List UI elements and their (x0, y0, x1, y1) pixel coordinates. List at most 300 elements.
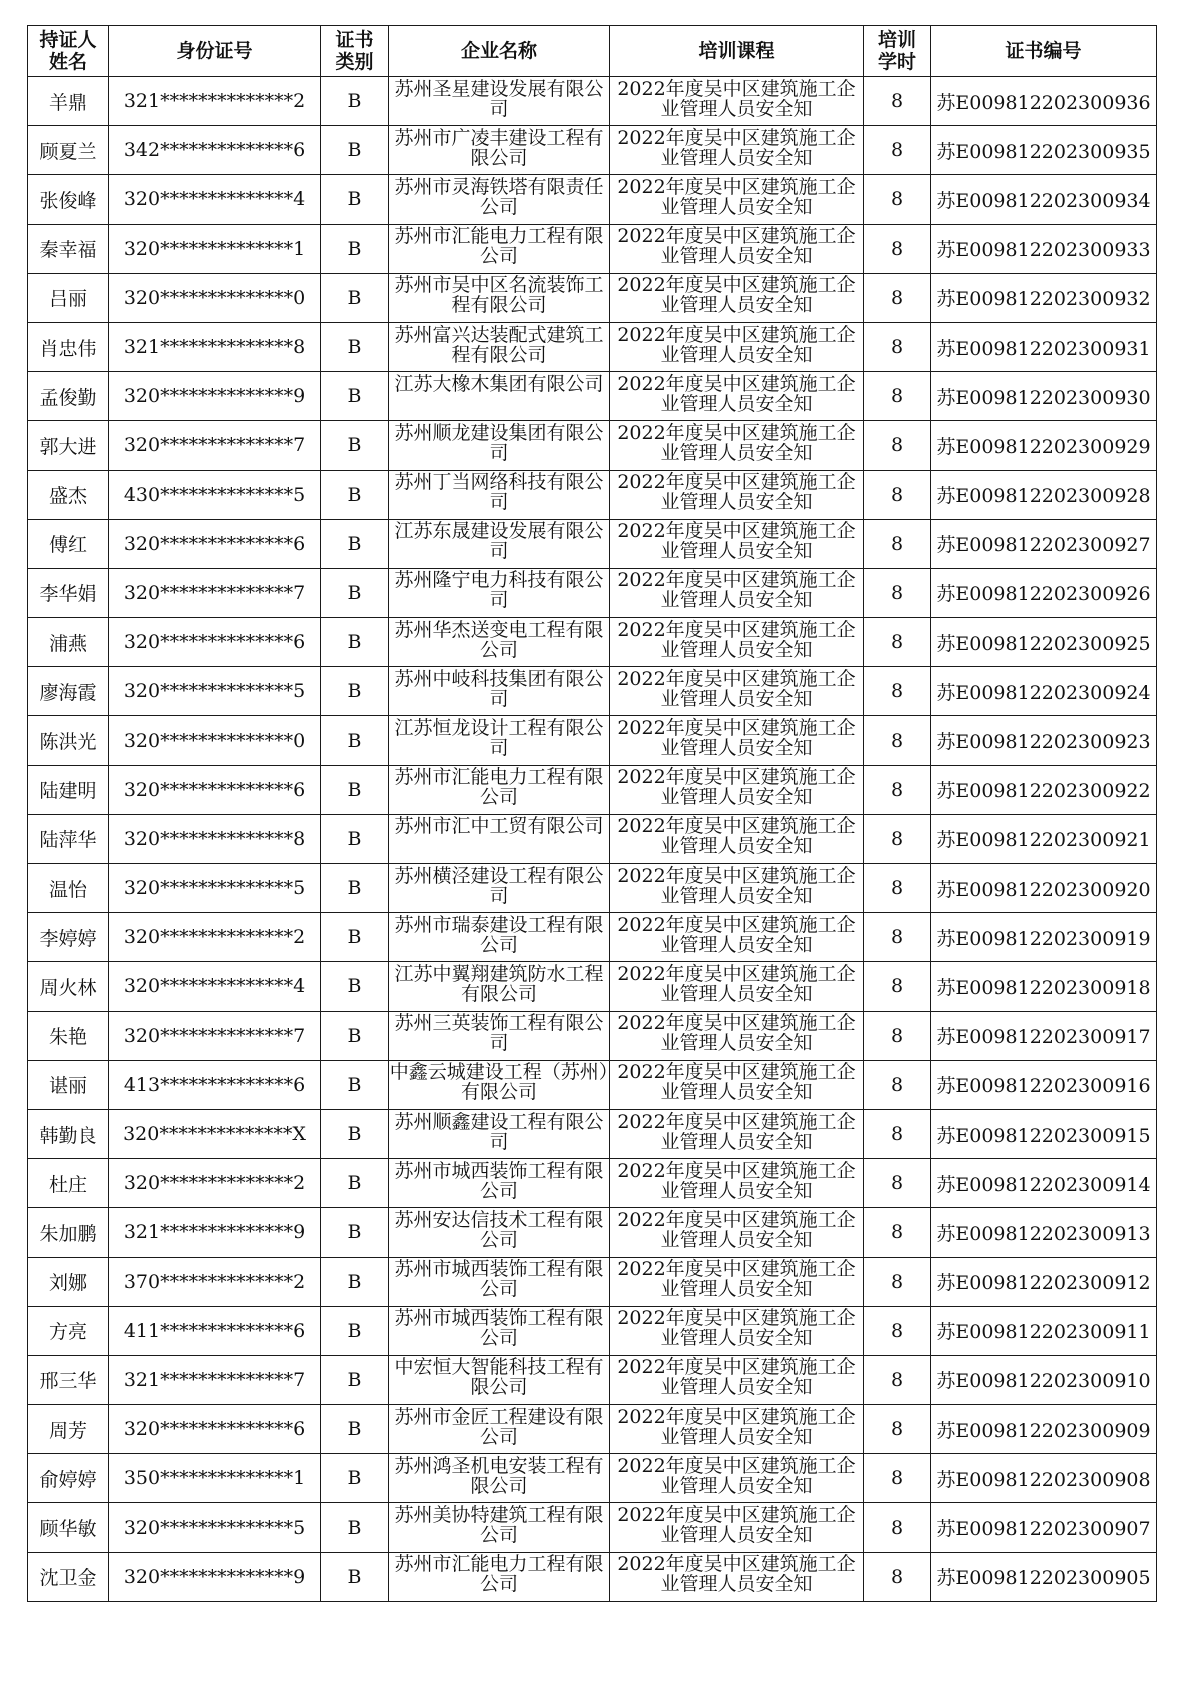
training-course-cell (610, 470, 864, 519)
cert-number-cell: 苏E009812202300933 (931, 224, 1157, 273)
id-number-cell: 320**************6 (109, 765, 321, 814)
training-hours-cell: 8 (864, 1060, 931, 1109)
cert-number-cell: 苏E009812202300910 (931, 1355, 1157, 1404)
cert-category-cell: B (321, 1306, 389, 1355)
cert-number-cell: 苏E009812202300918 (931, 962, 1157, 1011)
training-hours-cell: 8 (864, 470, 931, 519)
cert-number-cell: 苏E009812202300905 (931, 1552, 1157, 1601)
company-name-cell (389, 1552, 610, 1601)
training-course-cell-text: 2022年度吴中区建筑施工企业管理人员安全知 (617, 913, 856, 956)
training-course-cell (610, 126, 864, 175)
holder-name-cell: 周芳 (28, 1405, 109, 1454)
training-course-cell (610, 962, 864, 1011)
training-hours-cell: 8 (864, 962, 931, 1011)
training-course-cell-text: 2022年度吴中区建筑施工企业管理人员安全知 (617, 421, 856, 464)
company-name-cell-text: 江苏大橡木集团有限公司 (394, 372, 604, 395)
holder-name-cell: 俞婷婷 (28, 1454, 109, 1503)
table-row (28, 1060, 1157, 1109)
training-course-cell (610, 1405, 864, 1454)
company-name-cell (389, 224, 610, 273)
cert-category-cell: B (321, 568, 389, 617)
training-course-cell-text: 2022年度吴中区建筑施工企业管理人员安全知 (617, 274, 856, 317)
cert-category-cell: B (321, 519, 389, 568)
holder-name-cell: 郭大进 (28, 421, 109, 470)
table-row (28, 716, 1157, 765)
table-row (28, 175, 1157, 224)
table-row (28, 568, 1157, 617)
cert-category-cell: B (321, 322, 389, 371)
training-course-cell (610, 1159, 864, 1208)
cert-number-cell: 苏E009812202300915 (931, 1109, 1157, 1158)
training-course-cell-text: 2022年度吴中区建筑施工企业管理人员安全知 (617, 1553, 856, 1596)
table-row (28, 421, 1157, 470)
training-course-cell-text: 2022年度吴中区建筑施工企业管理人员安全知 (617, 766, 856, 809)
training-course-cell (610, 667, 864, 716)
id-number-cell: 320**************9 (109, 372, 321, 421)
cert-category-cell: B (321, 224, 389, 273)
table-row (28, 1011, 1157, 1060)
table-row (28, 77, 1157, 126)
training-course-cell-text: 2022年度吴中区建筑施工企业管理人员安全知 (617, 175, 856, 218)
company-name-cell-text: 苏州中岐科技集团有限公司 (394, 667, 604, 710)
cert-number-cell: 苏E009812202300936 (931, 77, 1157, 126)
table-row (28, 519, 1157, 568)
holder-name-cell: 朱艳 (28, 1011, 109, 1060)
cert-category-cell: B (321, 372, 389, 421)
holder-name-cell: 谌丽 (28, 1060, 109, 1109)
table-row (28, 273, 1157, 322)
table-row (28, 1306, 1157, 1355)
company-name-cell (389, 1503, 610, 1552)
company-name-cell-text: 中鑫云城建设工程（苏州）有限公司 (389, 1061, 609, 1104)
table-row (28, 1159, 1157, 1208)
training-course-cell-text: 2022年度吴中区建筑施工企业管理人员安全知 (617, 372, 856, 415)
id-number-cell: 320**************5 (109, 667, 321, 716)
id-number-cell: 320**************0 (109, 273, 321, 322)
training-course-cell-text: 2022年度吴中区建筑施工企业管理人员安全知 (617, 864, 856, 907)
training-course-cell-text: 2022年度吴中区建筑施工企业管理人员安全知 (617, 77, 856, 120)
table-row (28, 765, 1157, 814)
company-name-cell-text: 苏州隆宁电力科技有限公司 (394, 569, 604, 612)
company-name-cell-text: 江苏东晟建设发展有限公司 (394, 520, 604, 563)
training-hours-cell: 8 (864, 519, 931, 568)
table-row (28, 618, 1157, 667)
holder-name-cell: 秦幸福 (28, 224, 109, 273)
table-row (28, 1355, 1157, 1404)
cert-number-cell: 苏E009812202300931 (931, 322, 1157, 371)
training-course-cell (610, 224, 864, 273)
training-hours-cell: 8 (864, 1552, 931, 1601)
holder-name-cell: 沈卫金 (28, 1552, 109, 1601)
cert-category-cell: B (321, 1109, 389, 1158)
cert-number-cell: 苏E009812202300907 (931, 1503, 1157, 1552)
company-name-cell-text: 苏州圣星建设发展有限公司 (394, 77, 604, 120)
training-course-cell-text: 2022年度吴中区建筑施工企业管理人员安全知 (617, 717, 856, 760)
id-number-cell: 413**************6 (109, 1060, 321, 1109)
cert-number-cell: 苏E009812202300925 (931, 618, 1157, 667)
training-hours-cell: 8 (864, 814, 931, 863)
company-name-cell-text: 苏州顺龙建设集团有限公司 (394, 421, 604, 464)
cert-number-cell: 苏E009812202300927 (931, 519, 1157, 568)
training-course-cell (610, 1355, 864, 1404)
company-name-cell (389, 1109, 610, 1158)
cert-category-cell: B (321, 765, 389, 814)
cert-category-cell: B (321, 814, 389, 863)
company-name-cell (389, 1454, 610, 1503)
cert-number-cell: 苏E009812202300913 (931, 1208, 1157, 1257)
company-name-cell (389, 1355, 610, 1404)
holder-name-cell: 李婷婷 (28, 913, 109, 962)
training-course-cell-text: 2022年度吴中区建筑施工企业管理人员安全知 (617, 667, 856, 710)
id-number-cell: 320**************9 (109, 1552, 321, 1601)
company-name-cell-text: 苏州市瑞泰建设工程有限公司 (394, 913, 604, 956)
training-course-cell (610, 913, 864, 962)
cert-number-cell: 苏E009812202300924 (931, 667, 1157, 716)
table-row (28, 1503, 1157, 1552)
company-name-cell (389, 1405, 610, 1454)
cert-number-cell: 苏E009812202300920 (931, 864, 1157, 913)
holder-name-cell: 刘娜 (28, 1257, 109, 1306)
cert-number-cell: 苏E009812202300930 (931, 372, 1157, 421)
header-row (28, 26, 1157, 77)
training-course-cell-text: 2022年度吴中区建筑施工企业管理人员安全知 (617, 1307, 856, 1350)
company-name-cell-text: 苏州市城西装饰工程有限公司 (394, 1307, 604, 1350)
cert-number-cell: 苏E009812202300916 (931, 1060, 1157, 1109)
company-name-cell-text: 江苏恒龙设计工程有限公司 (394, 717, 604, 760)
company-name-cell-text: 苏州三英装饰工程有限公司 (394, 1012, 604, 1055)
company-name-cell (389, 913, 610, 962)
training-course-cell (610, 322, 864, 371)
holder-name-cell: 浦燕 (28, 618, 109, 667)
table-row (28, 1454, 1157, 1503)
training-hours-cell: 8 (864, 1011, 931, 1060)
training-course-cell (610, 1208, 864, 1257)
table-row (28, 372, 1157, 421)
id-number-cell: 370**************2 (109, 1257, 321, 1306)
cert-number-cell: 苏E009812202300932 (931, 273, 1157, 322)
training-course-cell (610, 1306, 864, 1355)
training-course-cell-text: 2022年度吴中区建筑施工企业管理人员安全知 (617, 520, 856, 563)
training-course-cell-text: 2022年度吴中区建筑施工企业管理人员安全知 (617, 1258, 856, 1301)
table-row (28, 1405, 1157, 1454)
header-cert-category: 证书 类别 (321, 26, 389, 77)
table-row (28, 962, 1157, 1011)
holder-name-cell: 羊鼎 (28, 77, 109, 126)
training-course-cell-text: 2022年度吴中区建筑施工企业管理人员安全知 (617, 815, 856, 858)
training-course-cell-text: 2022年度吴中区建筑施工企业管理人员安全知 (617, 1504, 856, 1547)
training-course-cell (610, 372, 864, 421)
company-name-cell-text: 苏州横泾建设工程有限公司 (394, 864, 604, 907)
training-course-cell (610, 77, 864, 126)
id-number-cell: 320**************6 (109, 519, 321, 568)
cert-category-cell: B (321, 716, 389, 765)
id-number-cell: 320**************7 (109, 1011, 321, 1060)
company-name-cell (389, 618, 610, 667)
cert-number-cell: 苏E009812202300935 (931, 126, 1157, 175)
training-course-cell-text: 2022年度吴中区建筑施工企业管理人员安全知 (617, 225, 856, 268)
training-course-cell (610, 1011, 864, 1060)
id-number-cell: 321**************8 (109, 322, 321, 371)
holder-name-cell: 顾华敏 (28, 1503, 109, 1552)
company-name-cell-text: 苏州顺鑫建设工程有限公司 (394, 1110, 604, 1153)
training-hours-cell: 8 (864, 1306, 931, 1355)
training-hours-cell: 8 (864, 913, 931, 962)
company-name-cell (389, 126, 610, 175)
training-course-cell (610, 1060, 864, 1109)
training-hours-cell: 8 (864, 667, 931, 716)
cert-category-cell: B (321, 421, 389, 470)
id-number-cell: 320**************4 (109, 962, 321, 1011)
table-row (28, 913, 1157, 962)
cert-category-cell: B (321, 1552, 389, 1601)
table-row (28, 814, 1157, 863)
id-number-cell: 321**************9 (109, 1208, 321, 1257)
table-row (28, 1109, 1157, 1158)
company-name-cell-text: 苏州丁当网络科技有限公司 (394, 471, 604, 514)
header-holder-name: 持证人 姓名 (28, 26, 109, 77)
training-course-cell-text: 2022年度吴中区建筑施工企业管理人员安全知 (617, 1061, 856, 1104)
cert-number-cell: 苏E009812202300917 (931, 1011, 1157, 1060)
cert-category-cell: B (321, 864, 389, 913)
cert-number-cell: 苏E009812202300909 (931, 1405, 1157, 1454)
company-name-cell (389, 667, 610, 716)
training-course-cell-text: 2022年度吴中区建筑施工企业管理人员安全知 (617, 1405, 856, 1448)
company-name-cell-text: 苏州市城西装饰工程有限公司 (394, 1159, 604, 1202)
training-hours-cell: 8 (864, 421, 931, 470)
company-name-cell (389, 765, 610, 814)
holder-name-cell: 张俊峰 (28, 175, 109, 224)
table-row (28, 1552, 1157, 1601)
training-hours-cell: 8 (864, 224, 931, 273)
company-name-cell (389, 962, 610, 1011)
cert-category-cell: B (321, 126, 389, 175)
company-name-cell-text: 苏州美协特建筑工程有限公司 (394, 1504, 604, 1547)
company-name-cell (389, 519, 610, 568)
training-hours-cell: 8 (864, 126, 931, 175)
company-name-cell-text: 苏州华杰送变电工程有限公司 (394, 618, 604, 661)
training-hours-cell: 8 (864, 1454, 931, 1503)
training-course-cell-text: 2022年度吴中区建筑施工企业管理人员安全知 (617, 618, 856, 661)
table-row (28, 864, 1157, 913)
training-course-cell-text: 2022年度吴中区建筑施工企业管理人员安全知 (617, 1356, 856, 1399)
id-number-cell: 320**************1 (109, 224, 321, 273)
company-name-cell-text: 苏州市城西装饰工程有限公司 (394, 1258, 604, 1301)
training-course-cell-text: 2022年度吴中区建筑施工企业管理人员安全知 (617, 471, 856, 514)
id-number-cell: 320**************7 (109, 568, 321, 617)
cert-category-cell: B (321, 1257, 389, 1306)
table-row (28, 126, 1157, 175)
company-name-cell-text: 苏州市汇能电力工程有限公司 (394, 766, 604, 809)
cert-category-cell: B (321, 913, 389, 962)
training-hours-cell: 8 (864, 273, 931, 322)
cert-number-cell: 苏E009812202300929 (931, 421, 1157, 470)
training-course-cell-text: 2022年度吴中区建筑施工企业管理人员安全知 (617, 126, 856, 169)
company-name-cell (389, 322, 610, 371)
company-name-cell (389, 273, 610, 322)
training-hours-cell: 8 (864, 864, 931, 913)
training-course-cell (610, 716, 864, 765)
training-hours-cell: 8 (864, 765, 931, 814)
training-course-cell (610, 273, 864, 322)
training-course-cell (610, 519, 864, 568)
training-hours-cell: 8 (864, 1159, 931, 1208)
cert-number-cell: 苏E009812202300911 (931, 1306, 1157, 1355)
holder-name-cell: 杜庄 (28, 1159, 109, 1208)
training-hours-cell: 8 (864, 175, 931, 224)
cert-category-cell: B (321, 1454, 389, 1503)
holder-name-cell: 陆萍华 (28, 814, 109, 863)
training-hours-cell: 8 (864, 1503, 931, 1552)
table-row (28, 470, 1157, 519)
cert-category-cell: B (321, 470, 389, 519)
training-hours-cell: 8 (864, 618, 931, 667)
table-body (28, 77, 1157, 1602)
cert-number-cell: 苏E009812202300926 (931, 568, 1157, 617)
company-name-cell (389, 814, 610, 863)
id-number-cell: 320**************4 (109, 175, 321, 224)
company-name-cell-text: 苏州富兴达装配式建筑工程有限公司 (394, 323, 604, 366)
training-course-cell-text: 2022年度吴中区建筑施工企业管理人员安全知 (617, 1208, 856, 1251)
training-course-cell (610, 618, 864, 667)
cert-category-cell: B (321, 962, 389, 1011)
holder-name-cell: 廖海霞 (28, 667, 109, 716)
cert-number-cell: 苏E009812202300922 (931, 765, 1157, 814)
id-number-cell: 411**************6 (109, 1306, 321, 1355)
company-name-cell-text: 中宏恒大智能科技工程有限公司 (394, 1356, 604, 1399)
training-course-cell-text: 2022年度吴中区建筑施工企业管理人员安全知 (617, 569, 856, 612)
holder-name-cell: 盛杰 (28, 470, 109, 519)
training-hours-cell: 8 (864, 568, 931, 617)
holder-name-cell: 肖忠伟 (28, 322, 109, 371)
training-hours-cell: 8 (864, 1208, 931, 1257)
holder-name-cell: 温怡 (28, 864, 109, 913)
training-course-cell-text: 2022年度吴中区建筑施工企业管理人员安全知 (617, 1110, 856, 1153)
cert-category-cell: B (321, 1405, 389, 1454)
header-id-number: 身份证号 (109, 26, 321, 77)
training-course-cell-text: 2022年度吴中区建筑施工企业管理人员安全知 (617, 962, 856, 1005)
training-hours-cell: 8 (864, 1109, 931, 1158)
training-course-cell-text: 2022年度吴中区建筑施工企业管理人员安全知 (617, 1159, 856, 1202)
training-course-cell (610, 864, 864, 913)
training-course-cell (610, 175, 864, 224)
training-course-cell-text: 2022年度吴中区建筑施工企业管理人员安全知 (617, 323, 856, 366)
company-name-cell-text: 江苏中翼翔建筑防水工程有限公司 (394, 962, 604, 1005)
holder-name-cell: 邢三华 (28, 1355, 109, 1404)
cert-number-cell: 苏E009812202300914 (931, 1159, 1157, 1208)
certificate-table (27, 25, 1157, 1602)
cert-category-cell: B (321, 175, 389, 224)
training-hours-cell: 8 (864, 322, 931, 371)
cert-number-cell: 苏E009812202300921 (931, 814, 1157, 863)
holder-name-cell: 周火林 (28, 962, 109, 1011)
company-name-cell (389, 1011, 610, 1060)
company-name-cell (389, 1257, 610, 1306)
company-name-cell (389, 1060, 610, 1109)
cert-number-cell: 苏E009812202300912 (931, 1257, 1157, 1306)
header-training-hours: 培训 学时 (864, 26, 931, 77)
cert-category-cell: B (321, 1060, 389, 1109)
id-number-cell: 320**************5 (109, 864, 321, 913)
cert-category-cell: B (321, 1159, 389, 1208)
holder-name-cell: 朱加鹏 (28, 1208, 109, 1257)
company-name-cell-text: 苏州市广凌丰建设工程有限公司 (394, 126, 604, 169)
company-name-cell (389, 1208, 610, 1257)
cert-number-cell: 苏E009812202300919 (931, 913, 1157, 962)
cert-category-cell: B (321, 667, 389, 716)
training-hours-cell: 8 (864, 716, 931, 765)
id-number-cell: 320**************X (109, 1109, 321, 1158)
company-name-cell-text: 苏州市金匠工程建设有限公司 (394, 1405, 604, 1448)
id-number-cell: 321**************2 (109, 77, 321, 126)
cert-number-cell: 苏E009812202300934 (931, 175, 1157, 224)
company-name-cell-text: 苏州市汇能电力工程有限公司 (394, 225, 604, 268)
training-course-cell (610, 1503, 864, 1552)
id-number-cell: 350**************1 (109, 1454, 321, 1503)
training-hours-cell: 8 (864, 372, 931, 421)
training-course-cell (610, 1454, 864, 1503)
holder-name-cell: 韩勤良 (28, 1109, 109, 1158)
cert-category-cell: B (321, 77, 389, 126)
company-name-cell (389, 470, 610, 519)
training-course-cell (610, 765, 864, 814)
id-number-cell: 320**************6 (109, 618, 321, 667)
id-number-cell: 320**************0 (109, 716, 321, 765)
training-course-cell (610, 568, 864, 617)
company-name-cell-text: 苏州安达信技术工程有限公司 (394, 1208, 604, 1251)
table-row (28, 667, 1157, 716)
company-name-cell (389, 568, 610, 617)
training-hours-cell: 8 (864, 1257, 931, 1306)
training-course-cell (610, 421, 864, 470)
id-number-cell: 321**************7 (109, 1355, 321, 1404)
training-course-cell (610, 1109, 864, 1158)
cert-category-cell: B (321, 618, 389, 667)
cert-category-cell: B (321, 273, 389, 322)
cert-number-cell: 苏E009812202300928 (931, 470, 1157, 519)
training-hours-cell: 8 (864, 1405, 931, 1454)
cert-number-cell: 苏E009812202300923 (931, 716, 1157, 765)
holder-name-cell: 方亮 (28, 1306, 109, 1355)
company-name-cell (389, 716, 610, 765)
table-row (28, 1208, 1157, 1257)
id-number-cell: 320**************2 (109, 913, 321, 962)
cert-category-cell: B (321, 1011, 389, 1060)
training-course-cell (610, 814, 864, 863)
training-hours-cell: 8 (864, 1355, 931, 1404)
id-number-cell: 320**************6 (109, 1405, 321, 1454)
company-name-cell-text: 苏州鸿圣机电安装工程有限公司 (394, 1454, 604, 1497)
company-name-cell (389, 175, 610, 224)
company-name-cell (389, 421, 610, 470)
training-course-cell-text: 2022年度吴中区建筑施工企业管理人员安全知 (617, 1454, 856, 1497)
training-course-cell-text: 2022年度吴中区建筑施工企业管理人员安全知 (617, 1012, 856, 1055)
cert-category-cell: B (321, 1355, 389, 1404)
cert-category-cell: B (321, 1208, 389, 1257)
company-name-cell (389, 77, 610, 126)
training-hours-cell: 8 (864, 77, 931, 126)
cert-category-cell: B (321, 1503, 389, 1552)
id-number-cell: 320**************7 (109, 421, 321, 470)
table-row (28, 224, 1157, 273)
id-number-cell: 320**************5 (109, 1503, 321, 1552)
company-name-cell-text: 苏州市汇能电力工程有限公司 (394, 1553, 604, 1596)
company-name-cell-text: 苏州市吴中区名流装饰工程有限公司 (394, 274, 604, 317)
company-name-cell-text: 苏州市汇中工贸有限公司 (394, 815, 604, 838)
company-name-cell-text: 苏州市灵海铁塔有限责任公司 (394, 175, 604, 218)
cert-number-cell: 苏E009812202300908 (931, 1454, 1157, 1503)
holder-name-cell: 李华娟 (28, 568, 109, 617)
header-cert-number: 证书编号 (931, 26, 1157, 77)
